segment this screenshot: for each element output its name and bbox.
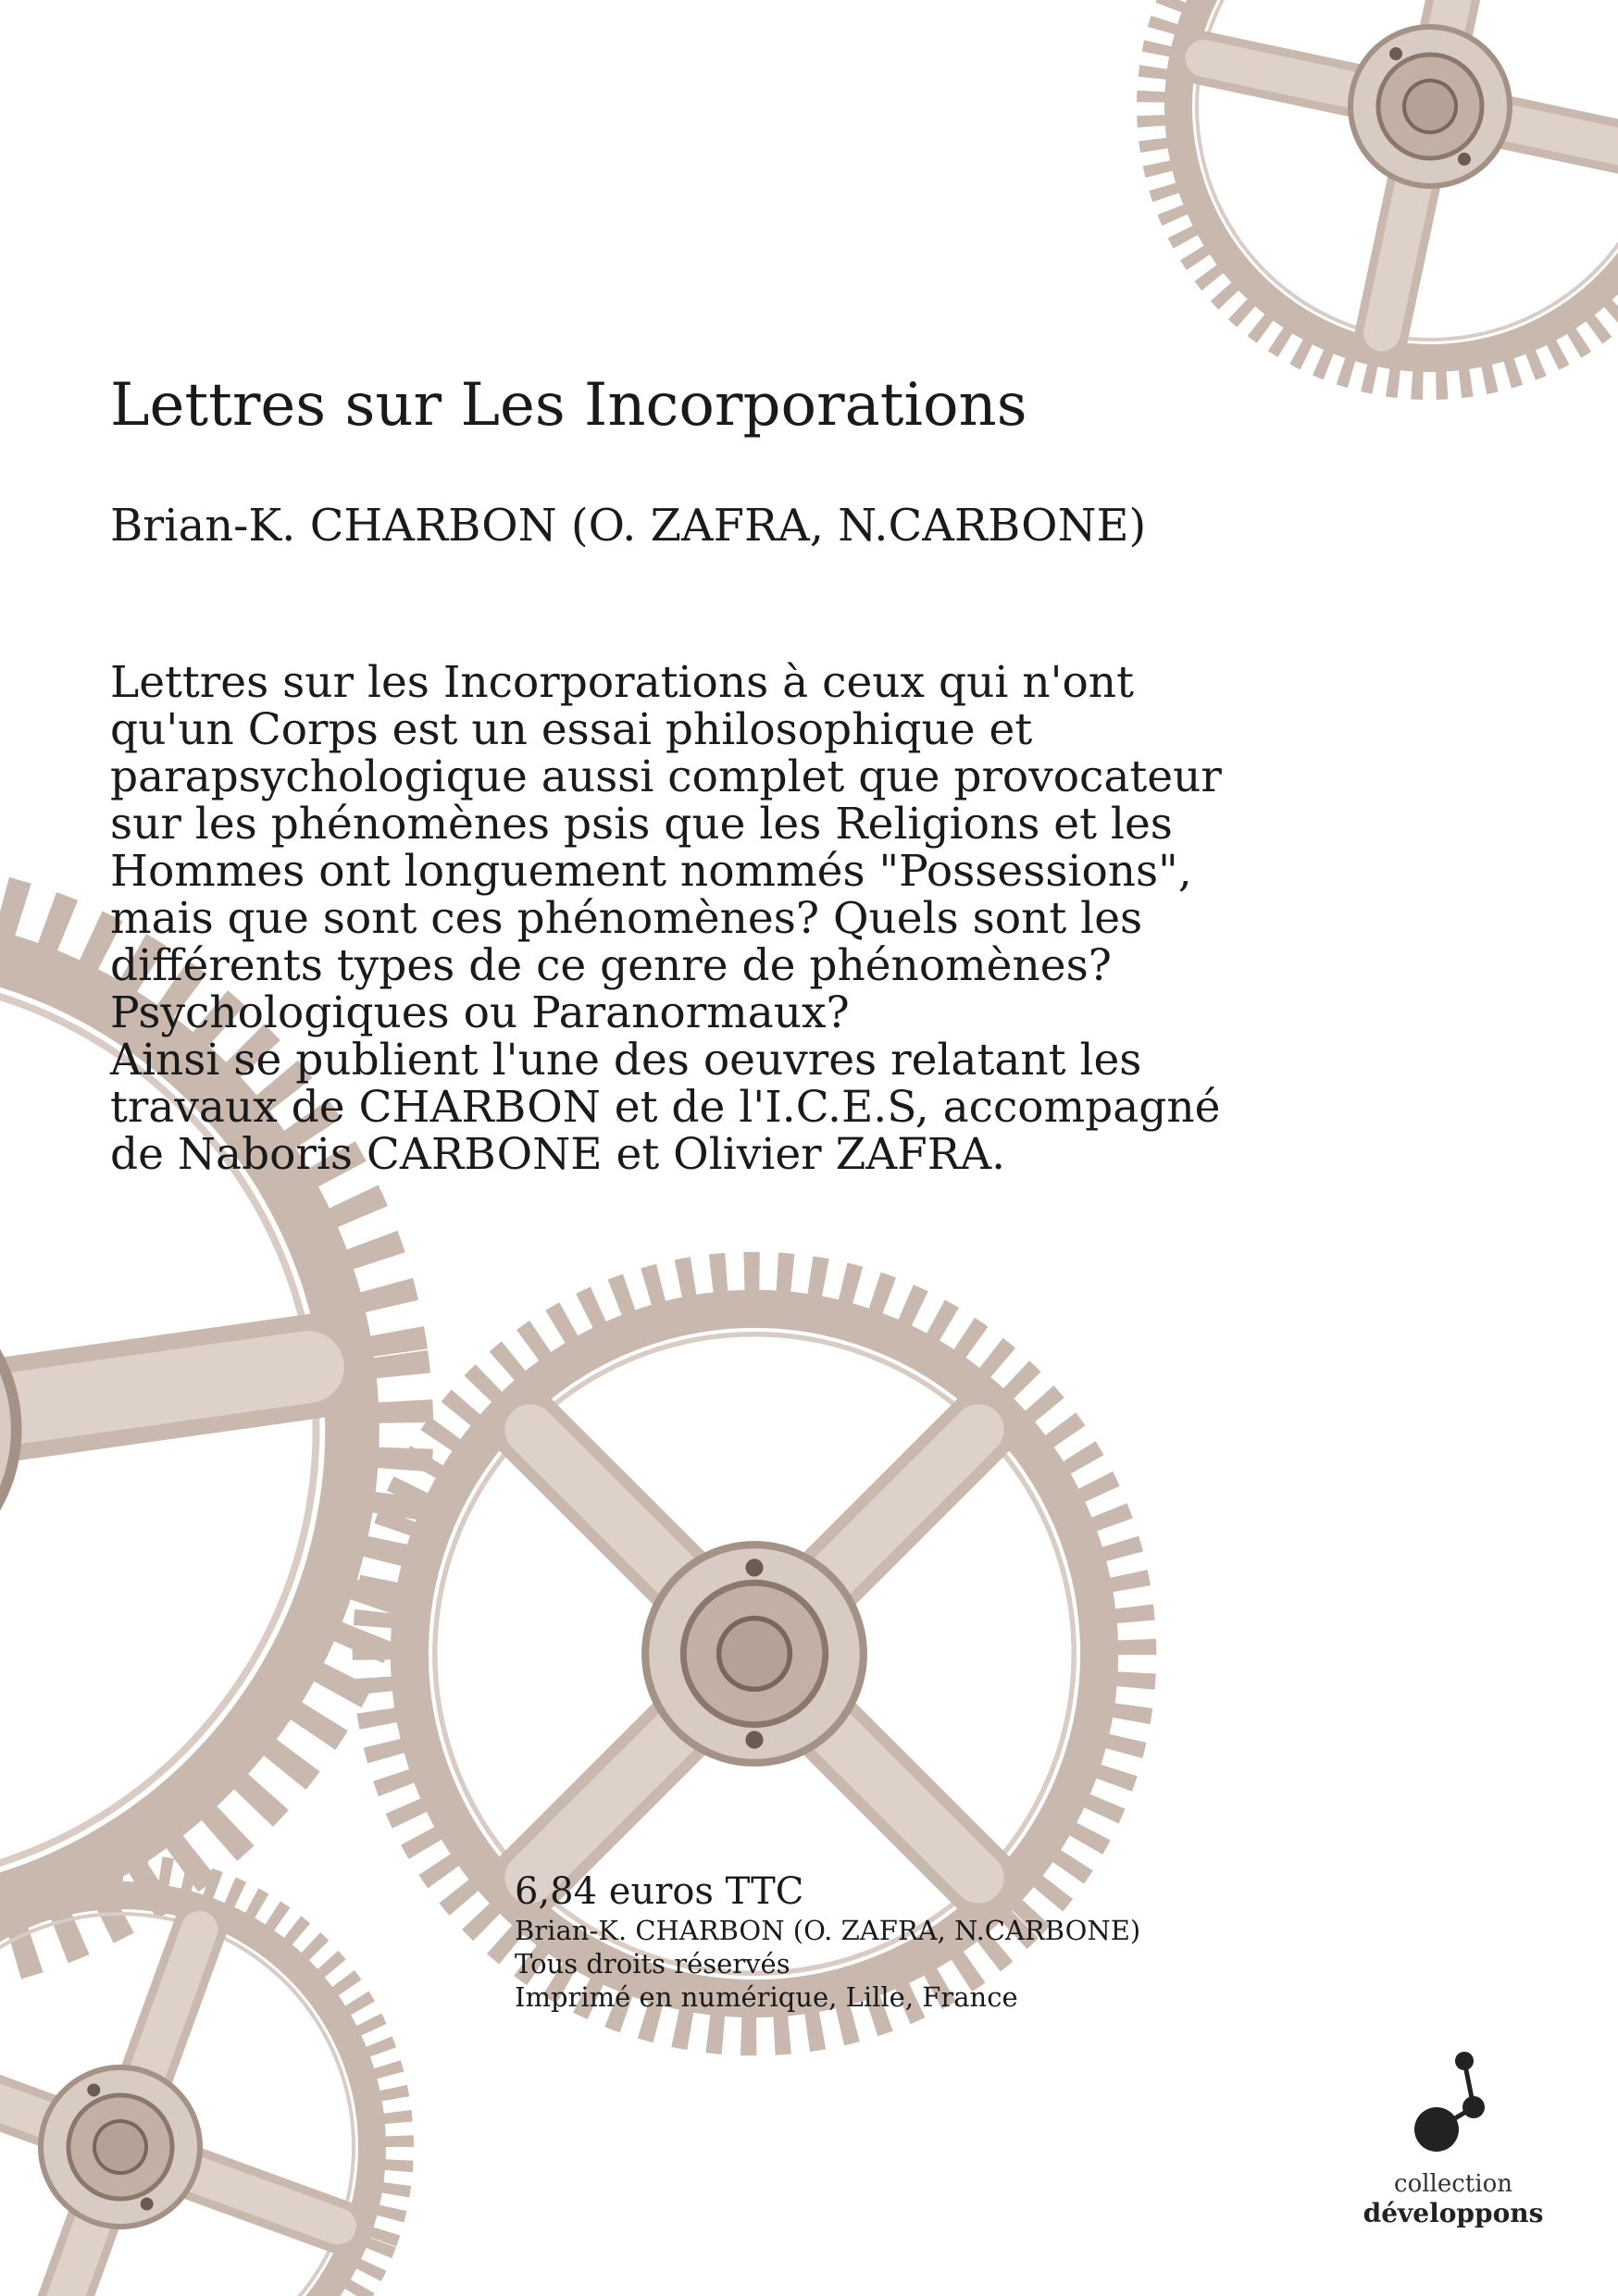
gear-icon bbox=[0, 1791, 477, 2296]
gear-icon bbox=[1101, 0, 1618, 436]
book-title: Lettres sur Les Incorporations bbox=[110, 371, 1027, 440]
collection-logo bbox=[1342, 2041, 1564, 2228]
rights-notice: Tous droits réservés bbox=[515, 1948, 790, 1980]
book-author: Brian-K. CHARBON (O. ZAFRA, N.CARBONE) bbox=[110, 500, 1147, 552]
gear-icon bbox=[217, 1116, 1292, 2191]
book-description bbox=[110, 659, 1258, 1178]
imprint-block bbox=[515, 1869, 1140, 2014]
imprint-author: Brian-K. CHARBON (O. ZAFRA, N.CARBONE) bbox=[515, 1915, 1141, 1946]
description-paragraph: Lettres sur les Incorporations à ceux qui n'ont qu'un Corps est un essai philosophique et parapsychologique aussi complet que provocateur sur les phénomènes psis que les Religions et les Hommes ont longuement nommés "Possessions", mais que sont ces phénomènes? Quels sont les différents types de ce genre de phénomènes? Psychologiques ou Paranormaux? bbox=[110, 657, 1222, 1038]
description-paragraph: Ainsi se publient l'une des oeuvres relatant les travaux de CHARBON et de l'I.C.E.S, accompagné de Naboris CARBONE et Olivier ZAFRA. bbox=[110, 1035, 1221, 1180]
molecule-icon bbox=[1398, 2041, 1509, 2161]
collection-label: collection bbox=[1394, 2170, 1512, 2198]
price: 6,84 euros TTC bbox=[515, 1870, 804, 1913]
printing-notice: Imprimé en numérique, Lille, France bbox=[515, 1981, 1018, 2013]
collection-name: développons bbox=[1363, 2198, 1544, 2228]
